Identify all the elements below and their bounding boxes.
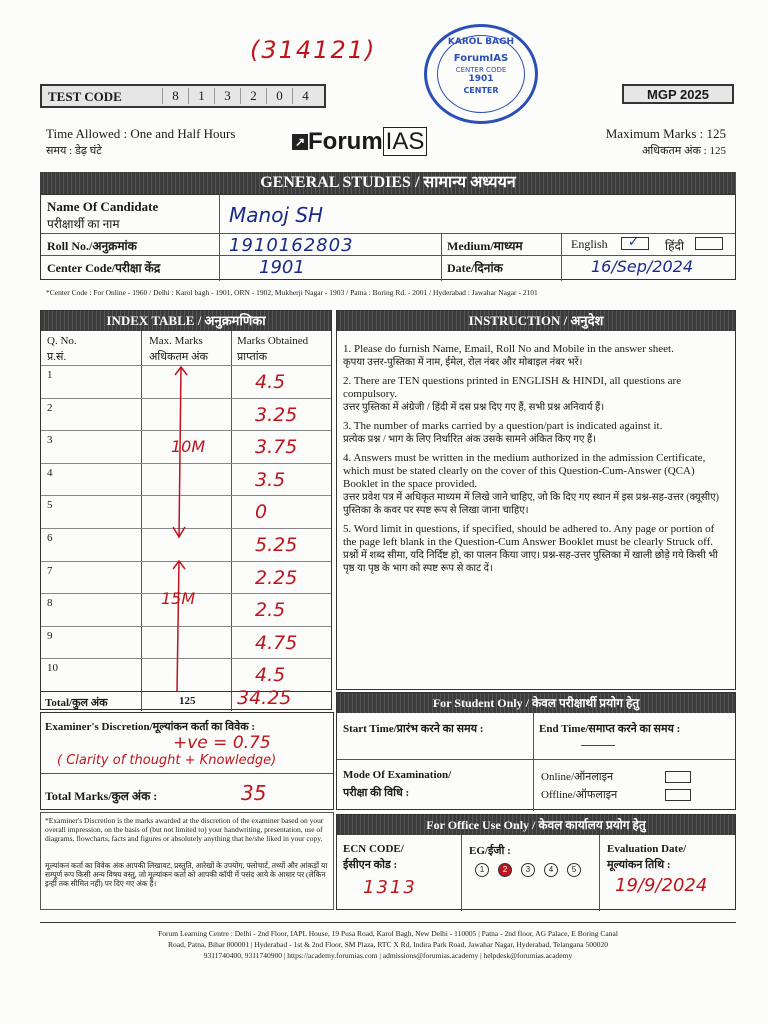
index-row-qno: 10 (47, 662, 58, 675)
index-row-qno: 8 (47, 597, 53, 610)
roll-label: Roll No./अनुक्रमांक (47, 239, 137, 253)
examiner-section (40, 712, 334, 810)
discretion-value[interactable]: +ve = 0.75 (173, 733, 271, 753)
eg-option-radio[interactable]: 1 (475, 863, 489, 877)
total-marks-label: Total Marks/कुल अंक : (45, 789, 158, 803)
test-code-digit: 8 (162, 88, 188, 104)
mode-label-hi: परीक्षा की विधि : (343, 787, 410, 799)
index-row-marks[interactable]: 4.5 (255, 371, 286, 393)
test-code-digit: 1 (188, 88, 214, 104)
footer-line-2: Road, Patna, Bihar 800001 | Hyderabad - 1st & 2nd Floor, SM Plaza, RTC X Rd, Indira Park Road, Jawahar Nagar, Hyderabad, Telangana 500020 (168, 940, 608, 949)
index-row-marks[interactable]: 3.5 (255, 468, 286, 491)
instruction-en: 2. There are TEN questions printed in ENGLISH & HINDI, all questions are compulsory. (343, 375, 682, 400)
online-label: Online/ऑनलाइन (541, 771, 614, 783)
test-code-digits (162, 88, 318, 104)
max-annotation-10m: 10M (171, 437, 206, 456)
date-value[interactable]: 16/Sep/2024 (591, 257, 694, 276)
instructions-title: INSTRUCTION / अनुदेश (337, 311, 735, 331)
office-only-section (336, 814, 736, 910)
offline-label: Offline/ऑफलाइन (541, 789, 618, 801)
arrow-logo-icon: ↗ (292, 134, 308, 150)
center-stamp (424, 24, 538, 124)
start-time-label: Start Time/प्रारंभ करने का समय : (343, 723, 484, 735)
student-only-title: For Student Only / केवल परीक्षार्थी प्रयोग हेतु (337, 693, 735, 713)
instruction-hi: प्रत्येक प्रश्न / भाग के लिए निर्धारित अंक उसके सामने अंकित किए गए हैं। (343, 434, 596, 445)
index-row-marks[interactable]: 3.25 (255, 403, 298, 426)
center-label: Center Code/परीक्षा केंद्र (47, 261, 161, 275)
stamp-brand: ForumIAS (453, 53, 509, 64)
index-row-marks[interactable]: 3.75 (255, 436, 298, 459)
instruction-hi: प्रश्नों में शब्द सीमा, यदि निर्दिष्ट हो, का पालन किया जाए। प्रश्न-सह-उत्तर पुस्तिका में खाली छोड़े गये किसी भी पृष्ठ या पृष्ठ के भाग को स्पष्ट रूप से काट दें। (343, 550, 718, 574)
index-row-marks[interactable]: 4.75 (255, 631, 298, 654)
instruction-en: 3. The number of marks carried by a question/part is indicated against it. (343, 420, 663, 432)
index-row-marks[interactable]: 2.5 (255, 599, 286, 622)
total-obtained[interactable]: 34.25 (237, 687, 292, 709)
test-code-digit: 2 (240, 88, 266, 104)
medium-label: Medium/माध्यम (447, 239, 523, 253)
forumias-logo: ↗ Forum IAS (292, 128, 427, 156)
total-marks-value[interactable]: 35 (241, 781, 267, 805)
instruction-en: 5. Word limit in questions, if specified, should be adhered to. Any page or portion of the page left blank in the Question-Cum Answer Booklet must be clearly Struck off. (343, 523, 715, 548)
stamp-bottom-text: CENTER (463, 86, 499, 95)
eg-label: EG/ईजी : (469, 845, 511, 857)
discretion-label: Examiner's Discretion/मूल्यांकन कर्ता का विवेक : (45, 721, 256, 733)
total-max: 125 (179, 695, 196, 707)
index-table-title: INDEX TABLE / अनुक्रमणिका (41, 311, 331, 331)
eg-options (475, 863, 581, 877)
test-code-digit: 4 (292, 88, 318, 104)
ecn-label-hi: ईसीएन कोड : (343, 859, 398, 871)
index-row-qno: 6 (47, 532, 53, 544)
instruction-hi: उत्तर प्रवेश पत्र में अधिकृत माध्यम में लिखे जाने चाहिए, जो कि दिए गए स्थान में इस प्रश्न-सह-उत्तर (क्यूसीए) पुस्तिका के कवर पर स्पष्ट रूप से लिखा जाना चाहिए। (343, 492, 719, 516)
eg-option-radio[interactable]: 3 (521, 863, 535, 877)
index-row-marks[interactable]: 2.25 (255, 566, 298, 589)
instruction-hi: उत्तर पुस्तिका में अंग्रेजी / हिंदी में दस प्रश्न दिए गए हैं, सभी प्रश्न अनिवार्य हैं। (343, 402, 605, 413)
name-label-hi: परीक्षार्थी का नाम (47, 217, 120, 231)
col-qno-hi: प्र.सं. (47, 351, 67, 363)
max-marks: Maximum Marks : 125 (605, 126, 726, 141)
test-code-digit: 3 (214, 88, 240, 104)
stamp-code: 1901 (468, 74, 494, 84)
footer-line-3: 9311740400, 9311740900 | https://academy.forumias.com | admissions@forumias.academy | helpdesk@forumias.academy (203, 951, 573, 960)
student-only-section (336, 692, 736, 810)
discretion-note: ( Clarity of thought + Knowledge) (57, 753, 277, 768)
test-code-box (40, 84, 326, 108)
stamp-top-text: KAROL BAGH (447, 37, 515, 47)
instruction-en: 1. Please do furnish Name, Email, Roll No and Mobile in the answer sheet. (343, 343, 674, 355)
index-row-qno: 3 (47, 434, 53, 447)
max-marks-annotation-lines (141, 361, 231, 691)
reference-number-handwritten: (314121) (250, 36, 377, 64)
ecn-value[interactable]: 1313 (363, 877, 417, 898)
test-code-digit: 0 (266, 88, 292, 104)
index-row-marks[interactable]: 5.25 (255, 534, 298, 556)
col-qno: Q. No. (47, 335, 77, 347)
col-obtained: Marks Obtained (237, 335, 309, 347)
roll-value[interactable]: 1910162803 (229, 235, 354, 256)
footnote-en: *Examiner's Discretion is the marks awarded at the discretion of the examiner based on your overall impression, on the basis of (but not limited to) your handwriting, presentation, use of diagrams, flowcharts, facts and figures or absolutely anything that he/she liked in your copy. (45, 816, 324, 843)
footer (40, 928, 736, 961)
office-only-title: For Office Use Only / केवल कार्यालय प्रयोग हेतु (337, 815, 735, 835)
index-row-qno: 1 (47, 369, 53, 381)
stamp-middle-text: CENTER CODE (455, 66, 507, 74)
footer-line-1: Forum Learning Centre : Delhi - 2nd Floor, IAPL House, 19 Pusa Road, Karol Bagh, New Delhi - 110005 | Patna - 2nd floor, AG Palace, E Boring Canal (158, 929, 618, 938)
instruction-en: 4. Answers must be written in the medium authorized in the admission Certificate, which must be stated clearly on the cover of this Question-Cum-Answer (QCA) Booklet in the space provided. (343, 452, 706, 490)
date-label: Date/दिनांक (447, 261, 503, 275)
medium-english: English (571, 237, 608, 251)
eval-date-label-hi: मूल्यांकन तिथि : (607, 859, 671, 871)
subject-title-bar: GENERAL STUDIES / सामान्य अध्ययन (40, 172, 736, 194)
max-annotation-15m: 15M (161, 589, 196, 608)
name-label: Name Of Candidate (47, 199, 159, 214)
col-obtained-hi: प्राप्तांक (237, 351, 268, 363)
medium-hindi-checkbox[interactable] (695, 237, 723, 250)
footer-divider (40, 922, 736, 923)
eval-date-value[interactable]: 19/9/2024 (615, 875, 708, 896)
index-table (40, 310, 332, 710)
ecn-label: ECN CODE/ (343, 843, 404, 855)
footnote-hi: मूल्यांकन कर्ता का विवेक अंक आपकी लिखावट, प्रस्तुति, आरेखों के उपयोग, फ्लोचार्ट, तथ्यों और आंकड़ों या सम्पूर्ण रूप किसी अन्य विषय वस्तु, जो मूल्यांकन कर्ता को आपकी कॉपी में पसंद आये के आधार पर (लेकिन इन्हीं तक सीमित नहीं) पर दिए गए अंक हैं। (45, 861, 328, 888)
index-row-qno: 9 (47, 629, 53, 642)
time-allowed: Time Allowed : One and Half Hours (46, 126, 236, 141)
eg-option-radio[interactable]: 4 (544, 863, 558, 877)
instruction-hi: कृपया उत्तर-पुस्तिका में नाम, ईमेल, रोल नंबर और मोबाइल नंबर भरें। (343, 357, 583, 368)
max-marks-hi: अधिकतम अंक : 125 (642, 145, 726, 157)
time-allowed-hi: समय : डेढ़ घंटे (46, 145, 102, 157)
total-label: Total/कुल अंक (45, 697, 108, 709)
end-time-label: End Time/समाप्त करने का समय : (539, 723, 681, 735)
index-row-marks[interactable]: 4.5 (255, 664, 286, 687)
name-value[interactable]: Manoj SH (229, 203, 324, 227)
eg-option-radio[interactable]: 5 (567, 863, 581, 877)
center-value[interactable]: 1901 (259, 257, 305, 278)
instructions-list (343, 337, 729, 575)
medium-hindi: हिंदी (665, 239, 684, 253)
medium-english-checkbox[interactable] (621, 234, 649, 250)
eval-date-label: Evaluation Date/ (607, 843, 687, 855)
offline-checkbox[interactable] (665, 789, 691, 801)
examiner-footnote (40, 812, 334, 910)
candidate-details (40, 194, 736, 280)
eg-option-radio[interactable]: 2 (498, 863, 512, 877)
index-row-marks[interactable]: 0 (255, 501, 268, 524)
center-codes-note: *Center Code : For Online - 1960 / Delhi : Karol bagh - 1901, ORN - 1902, Mukherji Nagar - 1903 / Patna : Boring Rd. - 2001 / Hyderabad : Jawahar Nagar - 2101 (46, 288, 538, 297)
check-mark-icon: ✓ (628, 234, 639, 249)
index-row-qno: 4 (47, 466, 53, 479)
program-badge: MGP 2025 (622, 84, 734, 104)
index-row-qno: 7 (47, 564, 53, 577)
test-code-label: TEST CODE (48, 89, 122, 104)
mode-label: Mode Of Examination/ (343, 769, 452, 781)
index-row-qno: 2 (47, 401, 53, 414)
end-time-dash (581, 745, 615, 746)
instructions-box (336, 310, 736, 690)
online-checkbox[interactable] (665, 771, 691, 783)
col-max: Max. Marks (149, 335, 203, 347)
col-max-hi: अधिकतम अंक (149, 351, 208, 363)
index-row-qno: 5 (47, 499, 53, 512)
